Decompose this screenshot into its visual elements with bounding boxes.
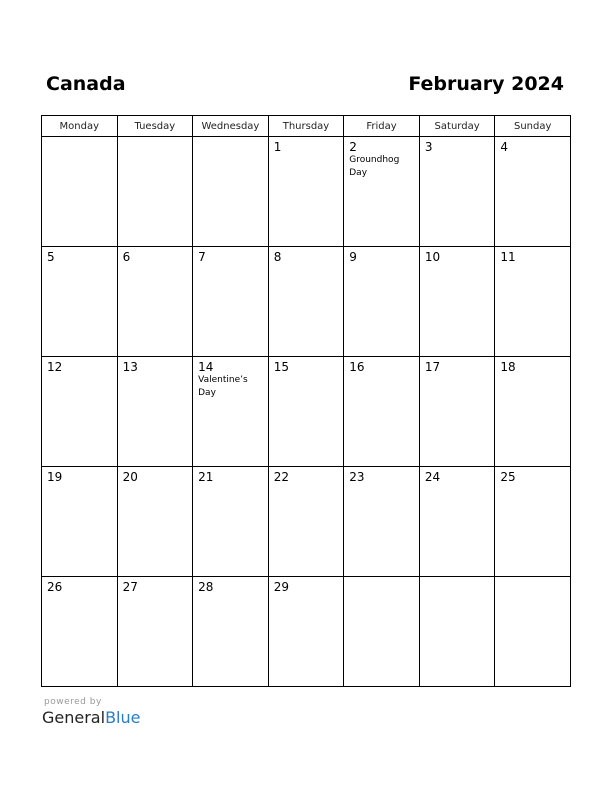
day-number: 6 bbox=[122, 250, 131, 264]
day-cell bbox=[495, 357, 571, 467]
day-number: 7 bbox=[198, 250, 206, 264]
brand-blue: Blue bbox=[105, 708, 141, 727]
day-cell bbox=[419, 137, 495, 247]
day-cell bbox=[117, 577, 193, 687]
calendar-grid bbox=[41, 115, 571, 687]
day-cell bbox=[344, 357, 420, 467]
day-cell bbox=[117, 357, 193, 467]
week-row bbox=[42, 137, 571, 247]
day-cell bbox=[117, 467, 193, 577]
weekday-friday: Friday bbox=[344, 116, 420, 137]
month-title: February 2024 bbox=[408, 73, 564, 95]
day-cell bbox=[268, 247, 344, 357]
day-number bbox=[420, 577, 495, 580]
day-cell bbox=[419, 577, 495, 687]
holiday-label: Groundhog Day bbox=[349, 155, 400, 178]
week-row bbox=[42, 577, 571, 687]
day-number: 28 bbox=[198, 580, 214, 594]
day-number: 26 bbox=[47, 580, 63, 594]
powered-by-text: powered by bbox=[44, 697, 102, 707]
day-number: 8 bbox=[273, 250, 282, 264]
day-cell bbox=[344, 577, 420, 687]
day-cell bbox=[42, 467, 118, 577]
day-number: 16 bbox=[349, 360, 365, 374]
day-number: 15 bbox=[273, 360, 289, 374]
day-number: 24 bbox=[424, 470, 441, 484]
day-number: 18 bbox=[500, 360, 516, 374]
day-number: 4 bbox=[500, 140, 509, 154]
generalblue-logo[interactable] bbox=[42, 708, 140, 728]
weekday-header-row bbox=[42, 116, 571, 137]
day-number: 29 bbox=[273, 580, 289, 594]
day-number bbox=[344, 577, 419, 580]
day-cell bbox=[495, 577, 571, 687]
weekday-sunday: Sunday bbox=[495, 116, 571, 137]
holiday-label: Valentine’s Day bbox=[198, 375, 248, 398]
day-number: 20 bbox=[122, 470, 138, 484]
day-cell bbox=[495, 137, 571, 247]
day-cell bbox=[495, 247, 571, 357]
day-number bbox=[118, 137, 193, 140]
day-cell bbox=[42, 247, 118, 357]
weekday-monday: Monday bbox=[42, 116, 118, 137]
weekday-tuesday: Tuesday bbox=[117, 116, 193, 137]
weekday-thursday: Thursday bbox=[268, 116, 344, 137]
day-number: 5 bbox=[47, 250, 55, 264]
day-number: 14 bbox=[198, 360, 214, 374]
day-number: 2 bbox=[349, 140, 357, 154]
weekday-saturday: Saturday bbox=[419, 116, 495, 137]
day-cell bbox=[117, 247, 193, 357]
day-cell bbox=[42, 137, 118, 247]
brand-general: General bbox=[42, 708, 106, 727]
day-cell bbox=[193, 247, 269, 357]
day-number bbox=[193, 137, 268, 140]
day-cell bbox=[344, 137, 420, 247]
country-title: Canada bbox=[46, 73, 126, 95]
day-cell bbox=[344, 467, 420, 577]
day-cell bbox=[42, 357, 118, 467]
day-cell bbox=[193, 467, 269, 577]
day-number bbox=[495, 577, 570, 580]
day-cell bbox=[193, 357, 269, 467]
week-row bbox=[42, 247, 571, 357]
day-number: 11 bbox=[500, 250, 516, 264]
day-number: 9 bbox=[349, 250, 357, 264]
day-cell bbox=[42, 577, 118, 687]
day-cell bbox=[419, 467, 495, 577]
day-cell bbox=[193, 577, 269, 687]
week-row bbox=[42, 357, 571, 467]
day-cell bbox=[268, 137, 344, 247]
day-number bbox=[42, 137, 117, 140]
day-number: 25 bbox=[500, 470, 516, 484]
day-number: 19 bbox=[47, 470, 63, 484]
day-number: 27 bbox=[122, 580, 138, 594]
day-cell bbox=[268, 577, 344, 687]
day-number: 12 bbox=[47, 360, 63, 374]
day-cell bbox=[419, 357, 495, 467]
day-number: 1 bbox=[273, 140, 282, 154]
day-cell bbox=[268, 467, 344, 577]
day-cell bbox=[495, 467, 571, 577]
day-number: 3 bbox=[424, 140, 433, 154]
day-cell bbox=[344, 247, 420, 357]
weekday-wednesday: Wednesday bbox=[193, 116, 269, 137]
day-number: 22 bbox=[273, 470, 289, 484]
day-number: 21 bbox=[198, 470, 214, 484]
day-cell bbox=[117, 137, 193, 247]
day-cell bbox=[268, 357, 344, 467]
day-cell bbox=[419, 247, 495, 357]
week-row bbox=[42, 467, 571, 577]
day-number: 17 bbox=[424, 360, 441, 374]
day-number: 23 bbox=[349, 470, 365, 484]
day-cell bbox=[193, 137, 269, 247]
day-number: 10 bbox=[424, 250, 441, 264]
day-number: 13 bbox=[122, 360, 138, 374]
